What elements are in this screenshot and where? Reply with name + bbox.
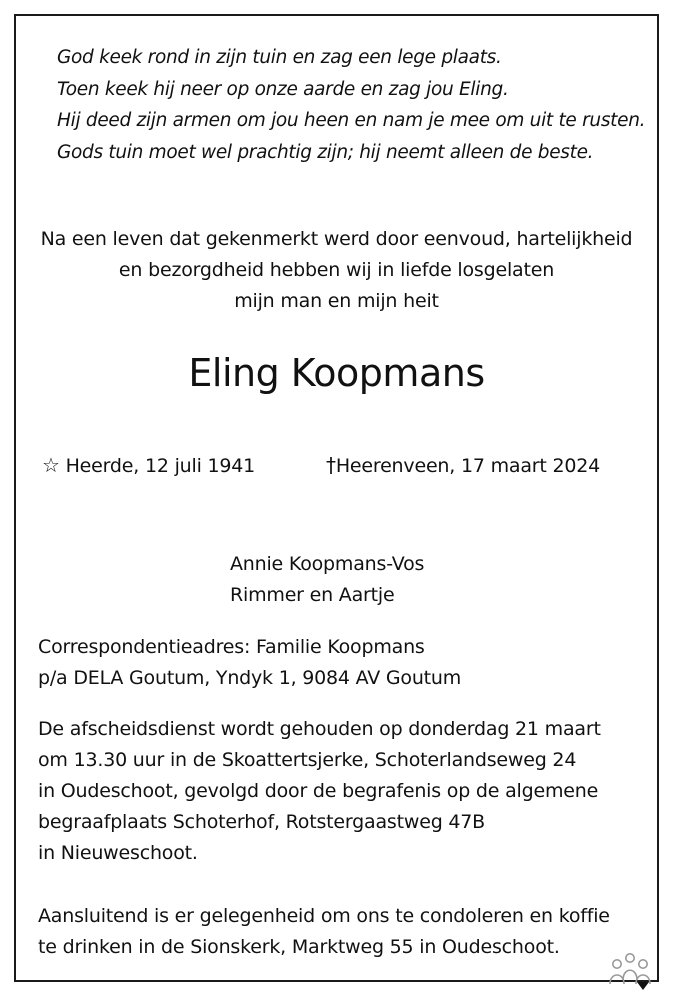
deceased-name: Eling Koopmans [188,351,485,395]
birth-info [42,450,255,481]
poem-line: Hij deed zijn armen om jou heen en nam je mee om uit te rusten. [57,110,646,131]
family-names [230,549,424,611]
intro-line: mijn man en mijn heit [234,290,439,312]
intro-line: en bezorgdheid hebben wij in liefde losgelaten [118,259,555,281]
condolence-details [38,901,610,963]
correspondence-line: Correspondentieadres: Familie Koopmans [38,636,425,658]
poem [57,42,645,168]
intro-text [16,224,657,317]
correspondence-address [38,632,461,694]
death-text: Heerenveen, 17 maart 2024 [335,455,601,477]
service-line: De afscheidsdienst wordt gehouden op donderdag 21 maart [38,718,601,740]
poem-line: God keek rond in zijn tuin en zag een lege plaats. [57,47,502,68]
service-line: in Oudeschoot, gevolgd door de begrafenis op de algemene [38,780,599,802]
condolence-line: te drinken in de Sionskerk, Marktweg 55 in Oudeschoot. [38,936,560,958]
star-icon: ☆ [42,453,60,477]
death-info [326,450,600,481]
obituary-card [14,14,659,982]
birth-text: Heerde, 12 juli 1941 [65,455,256,477]
family-line: Annie Koopmans-Vos [230,553,425,575]
service-line: in Nieuweschoot. [38,842,198,864]
condolence-line: Aansluitend is er gelegenheid om ons te condoleren en koffie [38,905,610,927]
triangle-down-icon [637,982,649,990]
people-group-icon [607,952,653,992]
service-details [38,714,601,869]
service-line: om 13.30 uur in de Skoattertsjerke, Schoterlandseweg 24 [38,749,577,771]
correspondence-line: p/a DELA Goutum, Yndyk 1, 9084 AV Goutum [38,667,462,689]
service-line: begraafplaats Schoterhof, Rotstergaastweg 47B [38,811,486,833]
family-line: Rimmer en Aartje [230,584,395,606]
cross-icon: † [326,453,336,477]
poem-line: Toen keek hij neer op onze aarde en zag jou Eling. [57,78,509,100]
poem-line: Gods tuin moet wel prachtig zijn; hij neemt alleen de beste. [57,141,594,163]
intro-line: Na een leven dat gekenmerkt werd door eenvoud, hartelijkheid [40,228,633,250]
